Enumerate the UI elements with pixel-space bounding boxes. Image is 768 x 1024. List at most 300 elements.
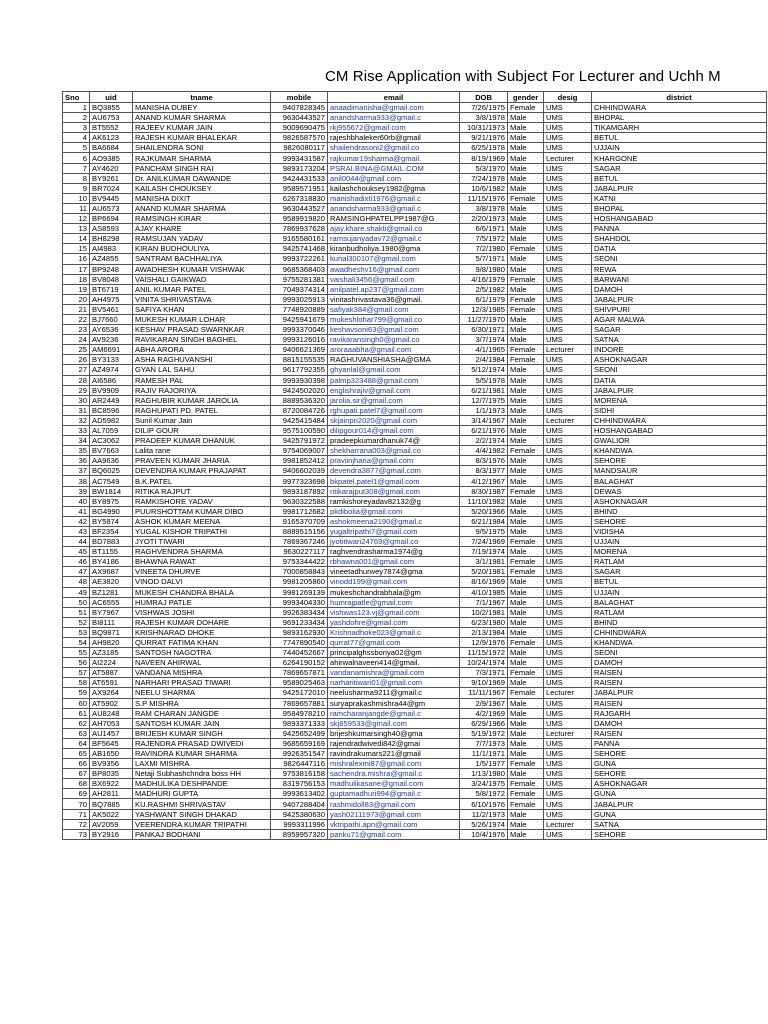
cell-desig: Lecturer — [544, 345, 592, 355]
cell-tname: ANAND KUMAR SHARMA — [133, 203, 271, 213]
cell-uid: AO9385 — [90, 153, 133, 163]
cell-mobile: 7869367246 — [271, 537, 328, 547]
cell-dob: 3/14/1967 — [460, 415, 508, 425]
table-row — [63, 496, 767, 506]
cell-gender: Male — [508, 819, 544, 829]
cell-uid: AU1457 — [90, 728, 133, 738]
cell-dob: 6/6/1971 — [460, 224, 508, 234]
cell-district: KHARGONE — [592, 153, 767, 163]
cell-gender: Male — [508, 648, 544, 658]
cell-email: ravikaransingh0@gmail.co — [328, 335, 460, 345]
table-row — [63, 759, 767, 769]
cell-mobile: 9630443527 — [271, 113, 328, 123]
cell-district: DATIA — [592, 375, 767, 385]
cell-email: rbhawna001@gmail.com — [328, 557, 460, 567]
cell-dob: 4/10/1985 — [460, 587, 508, 597]
cell-desig: UMS — [544, 375, 592, 385]
header-sno: Sno — [63, 92, 90, 103]
cell-dob: 1/13/1980 — [460, 769, 508, 779]
cell-email: yugaltripathi7@gmail.com — [328, 526, 460, 536]
cell-uid: AK5022 — [90, 809, 133, 819]
cell-mobile: 9826080117 — [271, 143, 328, 153]
cell-mobile: 9993722261 — [271, 254, 328, 264]
cell-mobile: 7869937628 — [271, 224, 328, 234]
cell-desig: UMS — [544, 446, 592, 456]
cell-email: ramcharanjangde@gmail.c — [328, 708, 460, 718]
cell-email: brijeshkumarsingh40@gma — [328, 728, 460, 738]
cell-tname: RAJESH KUMAR BHALEKAR — [133, 133, 271, 143]
cell-desig: UMS — [544, 466, 592, 476]
cell-uid: AH4975 — [90, 294, 133, 304]
cell-gender: Male — [508, 749, 544, 759]
cell-dob: 8/16/1969 — [460, 577, 508, 587]
table-row — [63, 264, 767, 274]
cell-district: KHANDWA — [592, 446, 767, 456]
cell-desig: UMS — [544, 637, 592, 647]
cell-district: REWA — [592, 264, 767, 274]
cell-district: KATNI — [592, 193, 767, 203]
cell-dob: 7/3/1971 — [460, 668, 508, 678]
cell-desig: UMS — [544, 769, 592, 779]
cell-gender: Male — [508, 224, 544, 234]
table-row — [63, 446, 767, 456]
cell-mobile: 9425415484 — [271, 415, 328, 425]
cell-sno: 31 — [63, 405, 90, 415]
cell-district: TIKAMGARH — [592, 123, 767, 133]
cell-sno: 53 — [63, 627, 90, 637]
cell-district: GUNA — [592, 759, 767, 769]
cell-dob: 9/10/1969 — [460, 678, 508, 688]
cell-desig: UMS — [544, 426, 592, 436]
cell-gender: Female — [508, 103, 544, 113]
cell-desig: UMS — [544, 264, 592, 274]
cell-sno: 10 — [63, 193, 90, 203]
cell-sno: 34 — [63, 436, 90, 446]
cell-district: ASHOKNAGAR — [592, 779, 767, 789]
cell-sno: 54 — [63, 637, 90, 647]
cell-mobile: 9617792355 — [271, 365, 328, 375]
cell-district: SAGAR — [592, 567, 767, 577]
cell-gender: Male — [508, 658, 544, 668]
cell-desig: UMS — [544, 759, 592, 769]
cell-gender: Male — [508, 314, 544, 324]
cell-mobile: 9993370046 — [271, 325, 328, 335]
cell-district: SEONI — [592, 365, 767, 375]
cell-gender: Female — [508, 759, 544, 769]
cell-district: DAMOH — [592, 284, 767, 294]
cell-uid: BH8298 — [90, 234, 133, 244]
cell-email: englishrajiv@gmail.com — [328, 385, 460, 395]
cell-uid: AR2449 — [90, 395, 133, 405]
cell-gender: Male — [508, 809, 544, 819]
cell-tname: RAJIV RAJORIYA — [133, 385, 271, 395]
table-row — [63, 224, 767, 234]
cell-desig: UMS — [544, 456, 592, 466]
cell-district: JABALPUR — [592, 385, 767, 395]
cell-sno: 36 — [63, 456, 90, 466]
cell-sno: 65 — [63, 749, 90, 759]
cell-district: GUNA — [592, 789, 767, 799]
cell-uid: BP9248 — [90, 264, 133, 274]
cell-email: safiyak384@gmail.com — [328, 304, 460, 314]
cell-sno: 38 — [63, 476, 90, 486]
cell-tname: RAVINDRA KUMAR SHARMA — [133, 749, 271, 759]
cell-gender: Female — [508, 688, 544, 698]
cell-uid: BW1814 — [90, 486, 133, 496]
cell-sno: 64 — [63, 738, 90, 748]
cell-uid: AV2059 — [90, 819, 133, 829]
cell-mobile: 8889515156 — [271, 526, 328, 536]
cell-email: vishwas123.vj@gmail.com — [328, 607, 460, 617]
cell-sno: 73 — [63, 829, 90, 839]
cell-desig: UMS — [544, 516, 592, 526]
cell-sno: 71 — [63, 809, 90, 819]
cell-tname: VINEETA DHURVE — [133, 567, 271, 577]
cell-sno: 6 — [63, 153, 90, 163]
table-row — [63, 314, 767, 324]
cell-sno: 41 — [63, 506, 90, 516]
cell-email: ahirwalnaveen414@gmail. — [328, 658, 460, 668]
cell-dob: 3/24/1975 — [460, 779, 508, 789]
table-row — [63, 557, 767, 567]
header-gender: gender — [508, 92, 544, 103]
cell-tname: MADHULIKA DESHPANDE — [133, 779, 271, 789]
sheet-title: CM Rise Application with Subject For Lecturer and Uchh M — [325, 68, 721, 85]
cell-tname: ABHA ARORA — [133, 345, 271, 355]
table-row — [63, 203, 767, 213]
cell-uid: BF5645 — [90, 738, 133, 748]
cell-mobile: 9425172010 — [271, 688, 328, 698]
cell-tname: PANCHAM SINGH RAI — [133, 163, 271, 173]
cell-tname: KRISHNARAO DHOKE — [133, 627, 271, 637]
cell-desig: UMS — [544, 103, 592, 113]
cell-district: HOSHANGABAD — [592, 214, 767, 224]
cell-sno: 29 — [63, 385, 90, 395]
cell-sno: 16 — [63, 254, 90, 264]
cell-gender: Male — [508, 143, 544, 153]
cell-district: MORENA — [592, 395, 767, 405]
cell-gender: Male — [508, 456, 544, 466]
cell-uid: AY6536 — [90, 325, 133, 335]
cell-mobile: 7869657881 — [271, 698, 328, 708]
cell-sno: 49 — [63, 587, 90, 597]
cell-sno: 27 — [63, 365, 90, 375]
cell-tname: Dr. ANILKUMAR DAWANDE — [133, 173, 271, 183]
cell-gender: Female — [508, 789, 544, 799]
cell-district: PANNA — [592, 738, 767, 748]
cell-uid: BV7663 — [90, 446, 133, 456]
cell-uid: BY5874 — [90, 516, 133, 526]
cell-dob: 5/20/1966 — [460, 506, 508, 516]
cell-district: UJJAIN — [592, 537, 767, 547]
cell-district: BHIND — [592, 617, 767, 627]
cell-dob: 11/27/1970 — [460, 314, 508, 324]
cell-mobile: 9993930398 — [271, 375, 328, 385]
cell-tname: QURRAT FATIMA KHAN — [133, 637, 271, 647]
cell-email: rkj955672@gmail.com — [328, 123, 460, 133]
table-row — [63, 809, 767, 819]
cell-sno: 15 — [63, 244, 90, 254]
cell-gender: Male — [508, 476, 544, 486]
cell-dob: 10/6/1982 — [460, 183, 508, 193]
cell-tname: GYAN LAL SAHU — [133, 365, 271, 375]
cell-email: kiranbudholiya.1980@gma — [328, 244, 460, 254]
cell-email: praviinjharia@gmail.com — [328, 456, 460, 466]
header-mobile: mobile — [271, 92, 328, 103]
cell-email: rajkumar19sharma@gmail. — [328, 153, 460, 163]
cell-desig: UMS — [544, 567, 592, 577]
cell-tname: NAVEEN AHIRWAL — [133, 658, 271, 668]
cell-tname: MANISHA DUBEY — [133, 103, 271, 113]
cell-gender: Male — [508, 829, 544, 839]
cell-dob: 5/26/1974 — [460, 819, 508, 829]
cell-sno: 20 — [63, 294, 90, 304]
cell-mobile: 9981852412 — [271, 456, 328, 466]
cell-sno: 9 — [63, 183, 90, 193]
cell-dob: 10/2/1981 — [460, 607, 508, 617]
cell-sno: 58 — [63, 678, 90, 688]
table-row — [63, 607, 767, 617]
cell-sno: 24 — [63, 335, 90, 345]
cell-tname: SHAILENDRA SONI — [133, 143, 271, 153]
table-row — [63, 526, 767, 536]
cell-desig: UMS — [544, 607, 592, 617]
cell-desig: UMS — [544, 284, 592, 294]
cell-uid: AC3062 — [90, 436, 133, 446]
cell-desig: UMS — [544, 395, 592, 405]
cell-desig: UMS — [544, 587, 592, 597]
cell-desig: Lecturer — [544, 688, 592, 698]
table-row — [63, 183, 767, 193]
cell-gender: Male — [508, 718, 544, 728]
cell-sno: 28 — [63, 375, 90, 385]
cell-desig: UMS — [544, 526, 592, 536]
cell-desig: UMS — [544, 244, 592, 254]
cell-email: vinodd199@gmail.com — [328, 577, 460, 587]
table-row — [63, 637, 767, 647]
cell-uid: AM6691 — [90, 345, 133, 355]
cell-dob: 5/5/1978 — [460, 375, 508, 385]
table-row — [63, 113, 767, 123]
cell-email: rashmidoll83@gmail.com — [328, 799, 460, 809]
cell-uid: AD5982 — [90, 415, 133, 425]
cell-tname: RAMSUJAN YADAV — [133, 234, 271, 244]
cell-desig: UMS — [544, 234, 592, 244]
cell-tname: VEERENDRA KUMAR TRIPATHI — [133, 819, 271, 829]
cell-gender: Male — [508, 526, 544, 536]
cell-gender: Male — [508, 395, 544, 405]
cell-sno: 2 — [63, 113, 90, 123]
cell-gender: Female — [508, 537, 544, 547]
cell-dob: 3/8/1978 — [460, 203, 508, 213]
cell-gender: Female — [508, 779, 544, 789]
cell-mobile: 9425791972 — [271, 436, 328, 446]
cell-district: JABALPUR — [592, 799, 767, 809]
cell-district: SHAHDOL — [592, 234, 767, 244]
cell-email: awadheshv16@gmail.com — [328, 264, 460, 274]
cell-tname: PRADEEP KUMAR DHANUK — [133, 436, 271, 446]
table-row — [63, 718, 767, 728]
cell-email: manishadixti1976@gmail.c — [328, 193, 460, 203]
cell-sno: 8 — [63, 173, 90, 183]
header-email: email — [328, 92, 460, 103]
cell-desig: UMS — [544, 799, 592, 809]
cell-dob: 11/1/1971 — [460, 749, 508, 759]
cell-email: dilipgour014@gmail.com — [328, 426, 460, 436]
cell-sno: 21 — [63, 304, 90, 314]
cell-desig: UMS — [544, 496, 592, 506]
cell-uid: BY4186 — [90, 557, 133, 567]
cell-email: shailendrasoni2@gmail.co — [328, 143, 460, 153]
table-row — [63, 627, 767, 637]
cell-gender: Male — [508, 365, 544, 375]
cell-uid: BY3133 — [90, 355, 133, 365]
cell-uid: AE3820 — [90, 577, 133, 587]
cell-email: shekharrana003@gmail.co — [328, 446, 460, 456]
cell-mobile: 9407828345 — [271, 103, 328, 113]
cell-uid: AU6753 — [90, 113, 133, 123]
cell-email: sachendra.mishra@gmail.c — [328, 769, 460, 779]
cell-district: SEHORE — [592, 516, 767, 526]
cell-desig: UMS — [544, 385, 592, 395]
cell-sno: 12 — [63, 214, 90, 224]
cell-gender: Male — [508, 698, 544, 708]
cell-sno: 56 — [63, 658, 90, 668]
cell-mobile: 9993613402 — [271, 789, 328, 799]
cell-email: panku71@gmail.com — [328, 829, 460, 839]
cell-mobile: 7747890540 — [271, 637, 328, 647]
cell-tname: ANAND KUMAR SHARMA — [133, 113, 271, 123]
cell-gender: Male — [508, 203, 544, 213]
cell-gender: Female — [508, 557, 544, 567]
cell-district: SEHORE — [592, 769, 767, 779]
cell-gender: Female — [508, 274, 544, 284]
cell-email: rghupati.patel7@gmail.com — [328, 405, 460, 415]
cell-email: ajay.khare.shakti@gmail.co — [328, 224, 460, 234]
cell-dob: 6/21/1976 — [460, 426, 508, 436]
cell-dob: 2/20/1973 — [460, 214, 508, 224]
table-row — [63, 698, 767, 708]
applicant-table — [62, 91, 767, 840]
table-body — [63, 103, 767, 840]
cell-uid: AA9636 — [90, 456, 133, 466]
cell-gender: Male — [508, 113, 544, 123]
cell-tname: ANIL KUMAR PATEL — [133, 284, 271, 294]
cell-uid: AX9264 — [90, 688, 133, 698]
cell-gender: Female — [508, 304, 544, 314]
cell-dob: 8/19/1969 — [460, 153, 508, 163]
cell-district: SEHORE — [592, 749, 767, 759]
cell-dob: 6/30/1971 — [460, 325, 508, 335]
table-row — [63, 274, 767, 284]
cell-dob: 12/7/1975 — [460, 395, 508, 405]
cell-district: JABALPUR — [592, 294, 767, 304]
cell-gender: Female — [508, 345, 544, 355]
cell-mobile: 9406621369 — [271, 345, 328, 355]
cell-sno: 22 — [63, 314, 90, 324]
cell-desig: UMS — [544, 749, 592, 759]
table-row — [63, 325, 767, 335]
table-row — [63, 789, 767, 799]
cell-desig: UMS — [544, 183, 592, 193]
cell-mobile: 9407288404 — [271, 799, 328, 809]
cell-mobile: 8815155535 — [271, 355, 328, 365]
cell-desig: UMS — [544, 274, 592, 284]
cell-uid: BY9261 — [90, 173, 133, 183]
cell-tname: RAJKUMAR SHARMA — [133, 153, 271, 163]
cell-mobile: 9993431587 — [271, 153, 328, 163]
cell-gender: Female — [508, 294, 544, 304]
table-row — [63, 133, 767, 143]
table-row — [63, 516, 767, 526]
cell-tname: PANKAJ BODHANI — [133, 829, 271, 839]
cell-district: RATLAM — [592, 557, 767, 567]
cell-district: AGAR MALWA — [592, 314, 767, 324]
cell-sno: 72 — [63, 819, 90, 829]
cell-email: ghyanlal@gmail.com — [328, 365, 460, 375]
cell-sno: 67 — [63, 769, 90, 779]
cell-tname: Sunil Kumar Jain — [133, 415, 271, 425]
cell-sno: 32 — [63, 415, 90, 425]
cell-dob: 9/5/1975 — [460, 526, 508, 536]
cell-desig: UMS — [544, 627, 592, 637]
cell-district: BHOPAL — [592, 113, 767, 123]
cell-sno: 3 — [63, 123, 90, 133]
cell-mobile: 9826447116 — [271, 759, 328, 769]
cell-district: SATNA — [592, 819, 767, 829]
cell-gender: Female — [508, 637, 544, 647]
cell-tname: RAVIKARAN SINGH BAGHEL — [133, 335, 271, 345]
cell-district: RAISEN — [592, 678, 767, 688]
table-row — [63, 365, 767, 375]
cell-uid: AU6573 — [90, 203, 133, 213]
cell-desig: UMS — [544, 193, 592, 203]
cell-mobile: 9685368403 — [271, 264, 328, 274]
cell-uid: BV8048 — [90, 274, 133, 284]
cell-tname: RAM CHARAN JANGDE — [133, 708, 271, 718]
cell-gender: Male — [508, 617, 544, 627]
cell-desig: UMS — [544, 668, 592, 678]
cell-tname: ASHA RAGHUVANSHI — [133, 355, 271, 365]
cell-email: vinitashrivastava36@gmail. — [328, 294, 460, 304]
cell-dob: 3/1/1981 — [460, 557, 508, 567]
cell-dob: 7/1/1967 — [460, 597, 508, 607]
cell-mobile: 9630227117 — [271, 547, 328, 557]
cell-uid: BV5461 — [90, 304, 133, 314]
cell-gender: Male — [508, 506, 544, 516]
cell-desig: UMS — [544, 203, 592, 213]
cell-gender: Female — [508, 486, 544, 496]
cell-sno: 40 — [63, 496, 90, 506]
cell-desig: UMS — [544, 789, 592, 799]
cell-gender: Male — [508, 234, 544, 244]
cell-sno: 46 — [63, 557, 90, 567]
cell-uid: BR7024 — [90, 183, 133, 193]
cell-gender: Male — [508, 466, 544, 476]
cell-mobile: 7748920889 — [271, 304, 328, 314]
cell-mobile: 9589919820 — [271, 214, 328, 224]
table-row — [63, 688, 767, 698]
cell-district: RAISEN — [592, 698, 767, 708]
cell-desig: UMS — [544, 597, 592, 607]
cell-district: CHHINDWARA — [592, 627, 767, 637]
cell-dob: 2/9/1967 — [460, 698, 508, 708]
cell-email: pradeepkumardhanuk74@ — [328, 436, 460, 446]
cell-email: neelusharma9211@gmail.c — [328, 688, 460, 698]
cell-tname: VANDANA MISHRA — [133, 668, 271, 678]
cell-tname: RAGHUBIR KUMAR JAROLIA — [133, 395, 271, 405]
table-row — [63, 284, 767, 294]
